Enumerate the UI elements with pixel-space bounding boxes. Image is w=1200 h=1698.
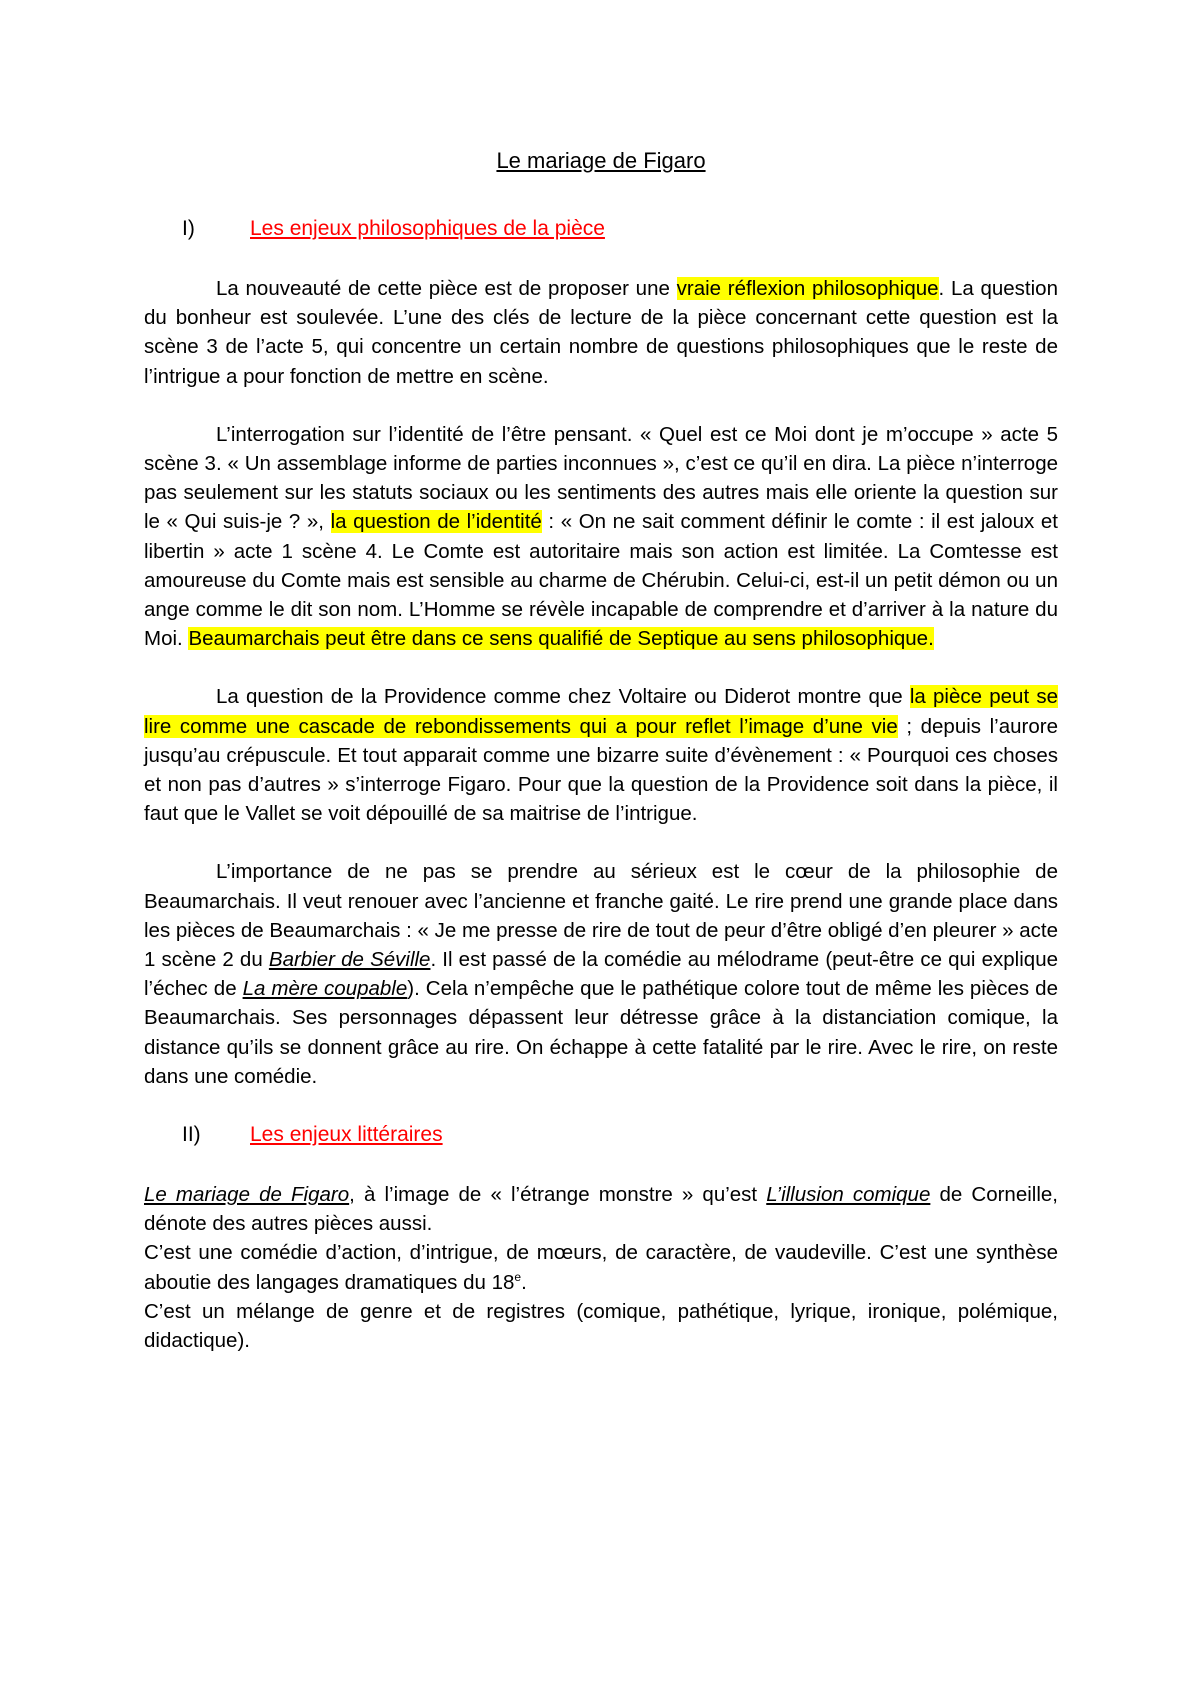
section-number: I) xyxy=(182,217,195,240)
superscript: e xyxy=(514,1269,522,1284)
section-title: Les enjeux philosophiques de la pièce xyxy=(250,217,605,240)
paragraph-2 xyxy=(144,420,1058,654)
work-title: Barbier de Séville xyxy=(268,948,431,972)
document-title: Le mariage de Figaro xyxy=(496,148,706,173)
work-title: L’illusion comique xyxy=(766,1183,931,1207)
work-title: Le mariage de Figaro xyxy=(144,1183,350,1207)
paragraph-3 xyxy=(144,682,1058,828)
work-title: La mère coupable xyxy=(242,977,408,1001)
section-heading-2 xyxy=(182,1120,1058,1150)
text-run: C’est une comédie d’action, d’intrigue, de mœurs, de caractère, de vaudeville. C’est une synthèse aboutie des langages dramatiques du 18 xyxy=(144,1241,1058,1294)
text-run: La question de la Providence comme chez Voltaire ou Diderot montre que xyxy=(216,685,910,709)
paragraph-6 xyxy=(144,1238,1058,1296)
paragraph-5 xyxy=(144,1180,1058,1238)
text-run: . La question du bonheur est soulevée. L’une des clés de lecture de la pièce concernant cette question est la scène 3 de l’acte 5, qui concentre un certain nombre de questions philosophiques que le reste de l’intrigue a pour fonction de mettre en scène. xyxy=(144,277,1058,388)
text-run: La nouveauté de cette pièce est de proposer une xyxy=(216,277,677,300)
text-run: de Corneille, dénote des autres pièces aussi. xyxy=(144,1183,1058,1236)
highlighted-text: la question de l’identité xyxy=(330,510,542,534)
text-run: L’interrogation sur l’identité de l’être pensant. « Quel est ce Moi dont je m’occupe » acte 5 scène 3. « Un assemblage informe de parties inconnues », c’est ce qu’il en dira. La pièce n’interroge pas seulement sur les statuts sociaux ou les sentiments des autres mais elle oriente la question sur le « Qui suis-je ? », xyxy=(144,422,1058,534)
highlighted-text: la pièce peut se lire comme une cascade de rebondissements qui a pour reflet l’image d’une vie xyxy=(144,685,1059,738)
section-title: Les enjeux littéraires xyxy=(250,1123,443,1147)
section-heading-1 xyxy=(182,214,1058,244)
highlighted-text: Beaumarchais peut être dans ce sens qualifié de Septique au sens philosophique. xyxy=(188,627,934,651)
text-run: L’importance de ne pas se prendre au sérieux est le cœur de la philosophie de Beaumarchais. Il veut renouer avec l’ancienne et franche gaité. Le rire prend une grande place dans les pièces de Beaumarchais : « Je me presse de rire de tout de peur d’être obligé d’en pleurer » acte 1 scène 2 du xyxy=(144,860,1058,972)
text-run: : « On ne sait comment définir le comte : il est jaloux et libertin » acte 1 scène 4. Le Comte est autoritaire mais son action est limitée. La Comtesse est amoureuse du Comte mais est sensible au charme de Chérubin. Celui-ci, est-il un petit démon ou un ange comme le dit son nom. L’Homme se révèle incapable de comprendre et d’arriver à la nature du Moi. xyxy=(144,510,1058,651)
paragraph-7: C’est un mélange de genre et de registres (comique, pathétique, lyrique, ironique, polémique, didactique). xyxy=(144,1299,1058,1353)
text-run: ). Cela n’empêche que le pathétique colore tout de même les pièces de Beaumarchais. Ses personnages dépassent leur détresse grâce à la distanciation comique, la distance qu’ils se donnent grâce au rire. On échappe à cette fatalité par le rire. Avec le rire, on reste dans une comédie. xyxy=(144,977,1058,1088)
section-number: II) xyxy=(182,1123,201,1147)
text-run: , à l’image de « l’étrange monstre » qu’est xyxy=(349,1183,767,1207)
paragraph-4 xyxy=(144,857,1058,1091)
text-run: . Il est passé de la comédie au mélodrame (peut-être ce qui explique l’échec de xyxy=(144,948,1058,1001)
text-run: ; depuis l’aurore jusqu’au crépuscule. Et tout apparait comme une bizarre suite d’évènement : « Pourquoi ces choses et non pas d’autres » s’interroge Figaro. Pour que la question de la Providence soit dans la pièce, il faut que le Vallet se voit dépouillé de sa maitrise de l’intrigue. xyxy=(144,714,1058,826)
text-run: . xyxy=(521,1270,527,1294)
paragraph-1 xyxy=(144,274,1058,391)
highlighted-text: vraie réflexion philosophique xyxy=(676,277,939,300)
